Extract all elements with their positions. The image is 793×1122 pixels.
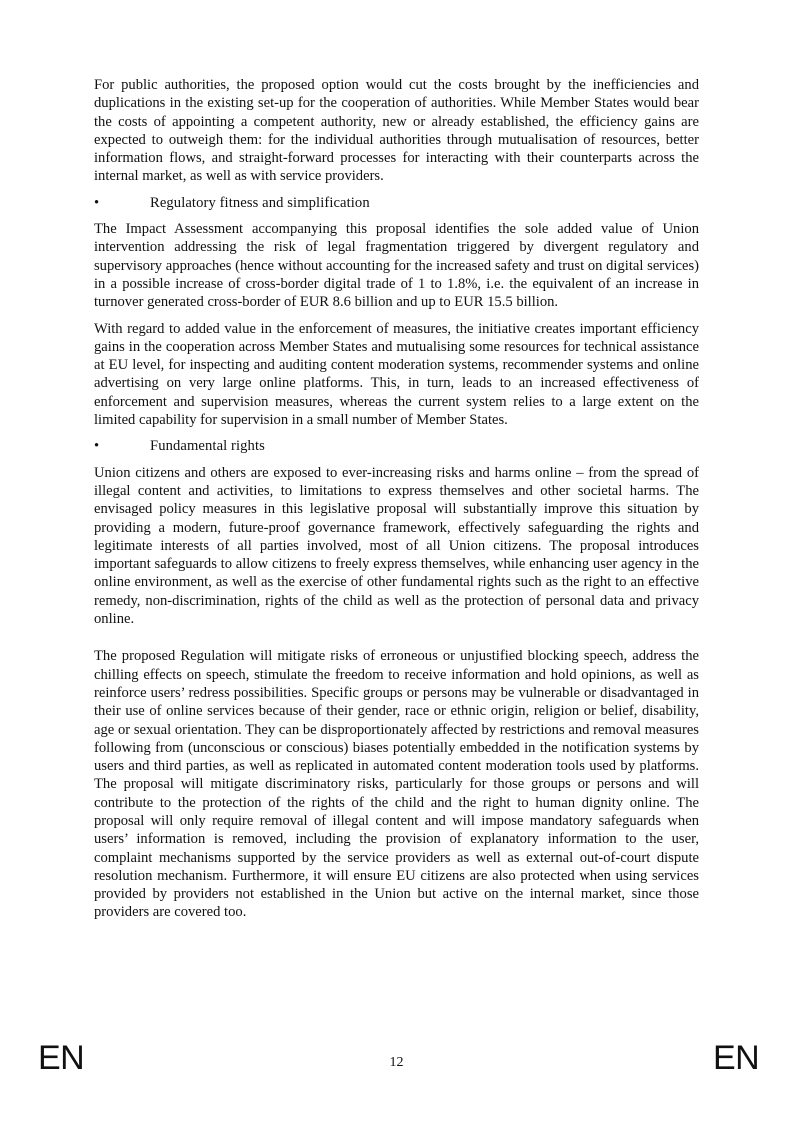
section-heading-text: Regulatory fitness and simplification [150,194,370,211]
section-heading-fundamental-rights [94,437,699,455]
section-heading-text: Fundamental rights [150,438,265,455]
footer-language-left: EN [38,1039,85,1077]
bullet-icon: • [94,194,100,211]
document-body [94,76,699,930]
paragraph-enforcement-value: With regard to added value in the enforcement of measures, the initiative creates important efficiency gains in the cooperation across Member States and mutualising some resources for technical assistance at EU level, for inspecting and auditing content moderation systems, recommender systems and online advertising on very large online platforms. This, in turn, leads to an increased effectiveness of enforcement and supervision measures, whereas the current system relies to a large extent on the limited capability for supervision in a small number of Member States. [94,320,699,429]
paragraph-impact-assessment: The Impact Assessment accompanying this proposal identifies the sole added value of Union intervention addressing the risk of legal fragmentation triggered by divergent regulatory and supervisory approaches (hence without accounting for the increased safety and trust on digital services) in a possible increase of cross-border digital trade of 1 to 1.8%, i.e. the equivalent of an increase in turnover generated cross-border of EUR 8.6 billion and up to EUR 15.5 billion. [94,221,699,311]
paragraph-public-authorities: For public authorities, the proposed option would cut the costs brought by the inefficiencies and duplications in the existing set-up for the cooperation of authorities. While Member States would bear the costs of appointing a competent authority, new or already established, the efficiency gains are expected to outweigh them: for the individual authorities through mutualisation of resources, better information flows, and straight-forward processes for interacting with their counterparts across the internal market, as well as with service providers. [94,77,699,185]
paragraph-union-citizens: Union citizens and others are exposed to ever-increasing risks and harms online – from the spread of illegal content and activities, to limitations to express themselves and other societal harms. The envisaged policy measures in this legislative proposal will substantially improve this situation by providing a modern, future-proof governance framework, effectively safeguarding the rights and legitimate interests of all parties involved, most of all Union citizens. The proposal introduces important safeguards to allow citizens to freely express themselves, while enhancing user agency in the online environment, as well as the exercise of other fundamental rights such as the right to an effective remedy, non-discrimination, rights of the child as well as the protection of personal data and privacy online. [94,464,699,628]
page-number: 12 [389,1055,404,1070]
section-heading-regulatory-fitness [94,194,699,212]
bullet-icon: • [94,438,100,455]
paragraph-proposed-regulation: The proposed Regulation will mitigate risks of erroneous or unjustified blocking speech, address the chilling effects on speech, stimulate the freedom to receive information and hold opinions, as well as reinforce users’ redress possibilities. Specific groups or persons may be vulnerable or disadvantaged in their use of online services because of their gender, race or ethnic origin, religion or belief, disability, age or sexual orientation. They can be disproportionately affected by restrictions and removal measures following from (unconscious or conscious) biases potentially embedded in the notification systems by users and third parties, as well as replicated in automated content moderation tools used by platforms. The proposal will mitigate discriminatory risks, particularly for those groups or persons and will contribute to the protection of the rights of the child and the right to human dignity online. The proposal will only require removal of illegal content and will impose mandatory safeguards when users’ information is removed, including the provision of explanatory information to the user, complaint mechanisms supported by the service providers as well as external out-of-court dispute resolution mechanism. Furthermore, it will ensure EU citizens are also protected when using services provided by providers not established in the Union but active on the internal market, since those providers are covered too. [94,648,699,921]
footer-language-right: EN [713,1039,760,1077]
